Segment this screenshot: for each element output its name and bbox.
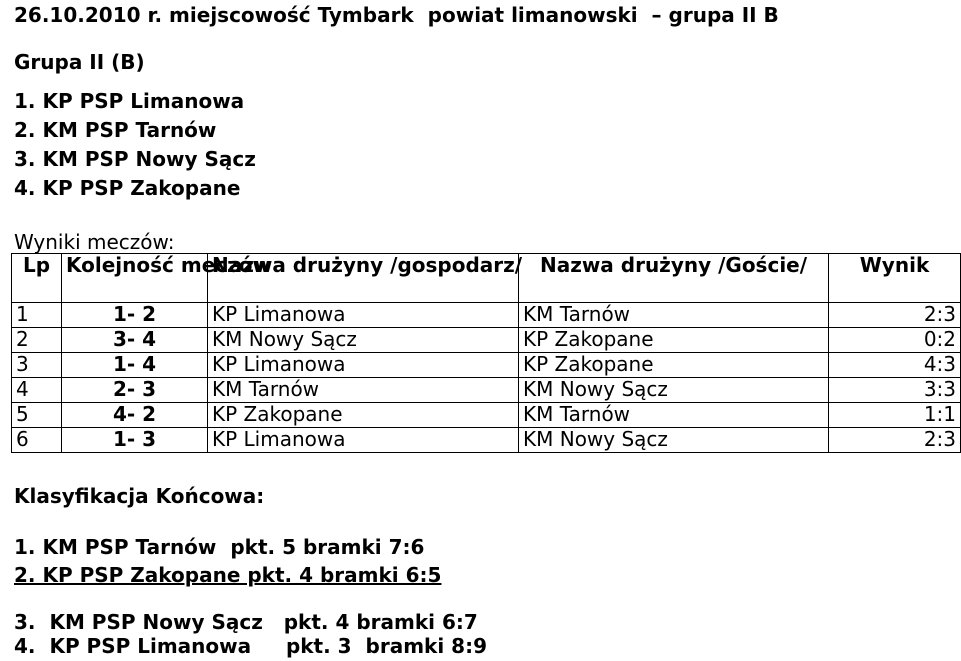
row-lp: 6	[12, 428, 62, 453]
row-lp: 5	[12, 403, 62, 428]
row-away: KM Tarnów	[519, 303, 829, 328]
table-row	[12, 303, 961, 328]
row-order: 1- 2	[62, 303, 208, 328]
row-order: 3- 4	[62, 328, 208, 353]
results-header-row	[12, 254, 961, 303]
row-lp: 3	[12, 353, 62, 378]
row-home: KP Limanowa	[208, 303, 519, 328]
row-result: 2:3	[829, 428, 961, 453]
header-order: Kolejność meczów	[62, 254, 208, 303]
row-result: 1:1	[829, 403, 961, 428]
table-row	[12, 378, 961, 403]
row-order: 1- 4	[62, 353, 208, 378]
row-result: 2:3	[829, 303, 961, 328]
group-team-1: 1. KP PSP Limanowa	[14, 89, 245, 113]
results-table	[11, 253, 961, 453]
table-row	[12, 403, 961, 428]
row-home: KM Tarnów	[208, 378, 519, 403]
row-result: 4:3	[829, 353, 961, 378]
header-away: Nazwa drużyny /Goście/	[519, 254, 829, 303]
row-lp: 2	[12, 328, 62, 353]
row-order: 4- 2	[62, 403, 208, 428]
page-title: 26.10.2010 r. miejscowość Tymbark powiat limanowski – grupa II B	[14, 3, 779, 27]
row-home: KP Limanowa	[208, 428, 519, 453]
header-result: Wynik	[829, 254, 961, 303]
final-entry-1: 1. KM PSP Tarnów pkt. 5 bramki 7:6	[14, 535, 425, 559]
group-team-4: 4. KP PSP Zakopane	[14, 176, 241, 200]
group-title: Grupa II (B)	[14, 50, 145, 74]
final-entry-3: 3. KM PSP Nowy Sącz pkt. 4 bramki 6:7	[14, 610, 478, 634]
row-away: KM Tarnów	[519, 403, 829, 428]
row-away: KM Nowy Sącz	[519, 428, 829, 453]
row-away: KP Zakopane	[519, 328, 829, 353]
row-lp: 4	[12, 378, 62, 403]
group-team-2: 2. KM PSP Tarnów	[14, 118, 217, 142]
row-lp: 1	[12, 303, 62, 328]
row-home: KM Nowy Sącz	[208, 328, 519, 353]
row-result: 0:2	[829, 328, 961, 353]
header-lp: Lp	[12, 254, 62, 303]
final-title: Klasyfikacja Końcowa:	[14, 484, 265, 508]
row-home: KP Zakopane	[208, 403, 519, 428]
row-away: KM Nowy Sącz	[519, 378, 829, 403]
final-entry-4: 4. KP PSP Limanowa pkt. 3 bramki 8:9	[14, 634, 487, 658]
group-team-3: 3. KM PSP Nowy Sącz	[14, 147, 256, 171]
final-entry-2: 2. KP PSP Zakopane pkt. 4 bramki 6:5	[14, 563, 442, 587]
table-row	[12, 428, 961, 453]
row-order: 2- 3	[62, 378, 208, 403]
row-home: KP Limanowa	[208, 353, 519, 378]
results-title: Wyniki meczów:	[14, 230, 175, 254]
header-home: Nazwa drużyny /gospodarz/	[208, 254, 519, 303]
table-row	[12, 328, 961, 353]
row-result: 3:3	[829, 378, 961, 403]
row-away: KP Zakopane	[519, 353, 829, 378]
row-order: 1- 3	[62, 428, 208, 453]
table-row	[12, 353, 961, 378]
